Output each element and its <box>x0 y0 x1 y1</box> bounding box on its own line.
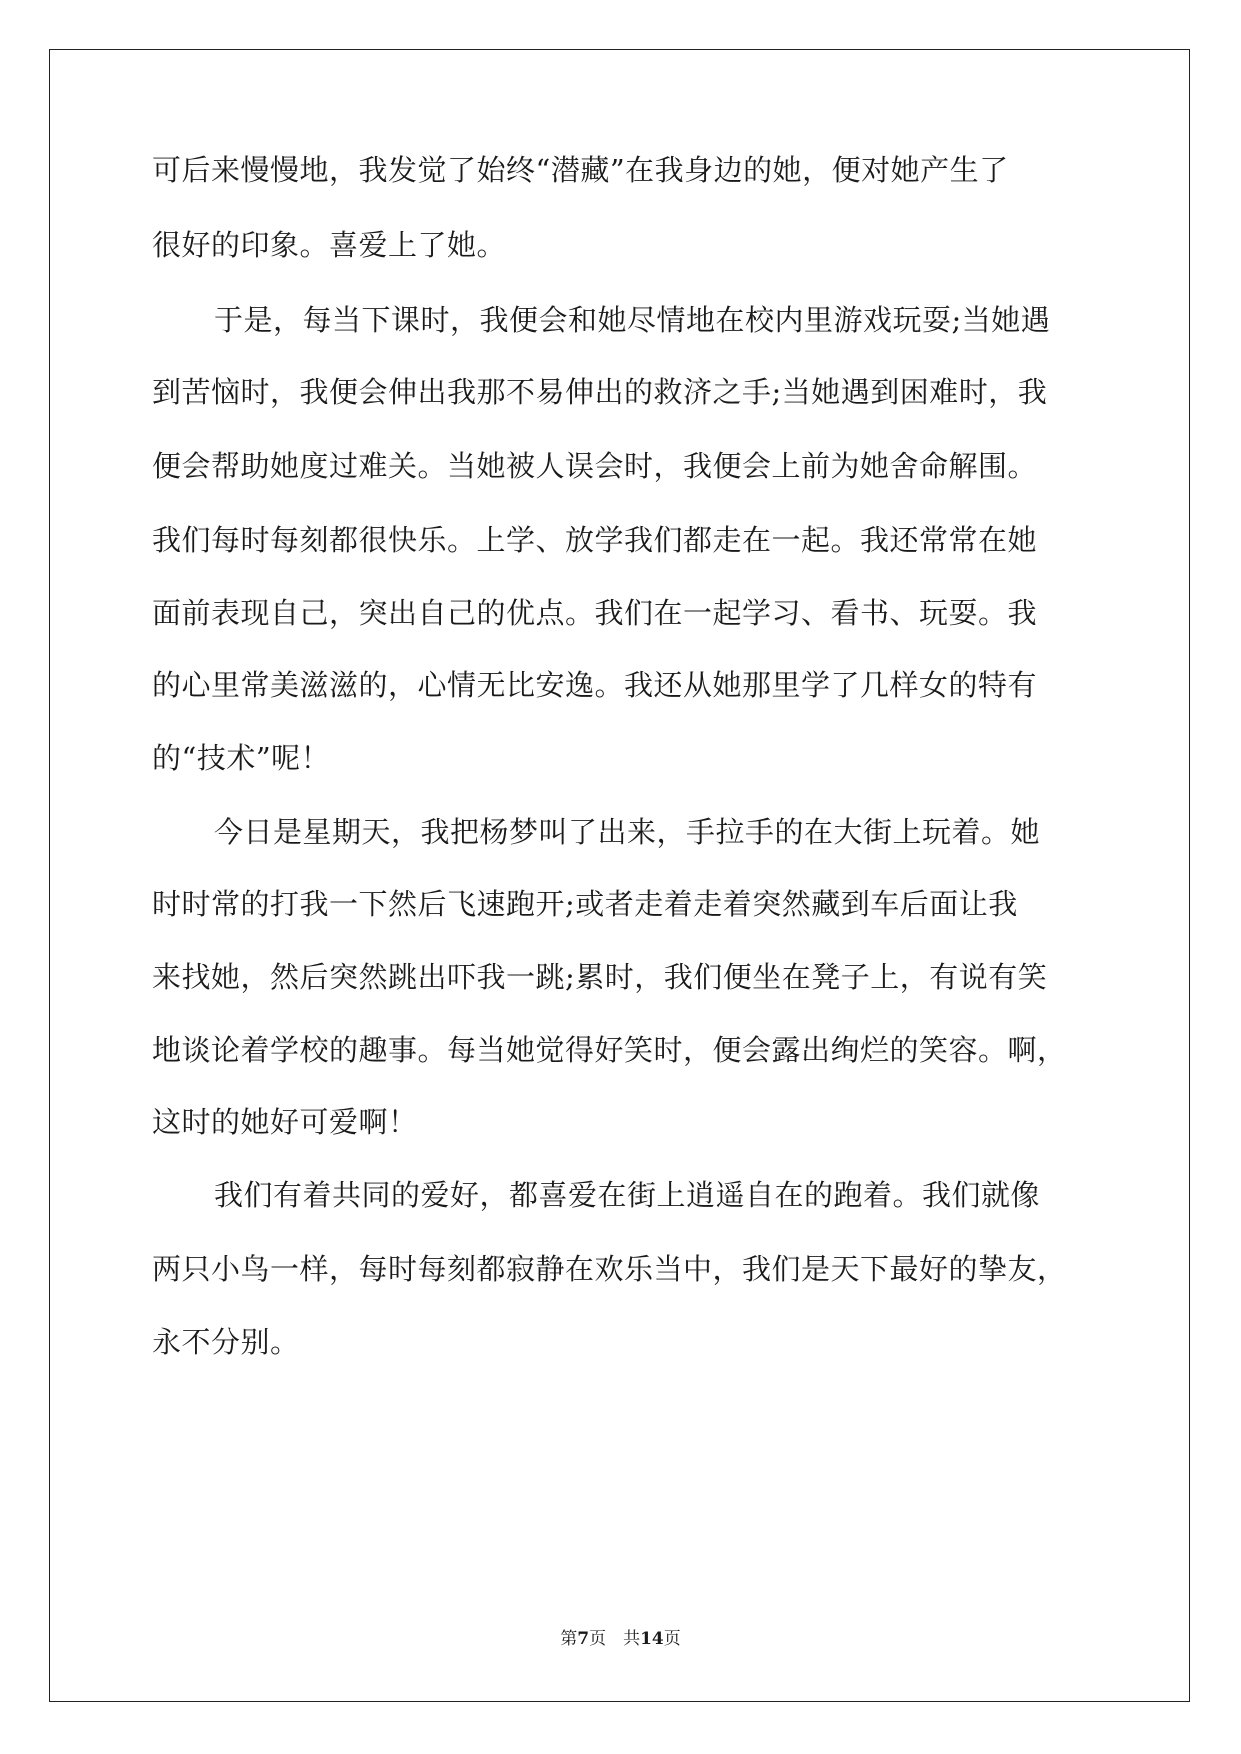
total-page-count: 14 <box>640 1629 664 1649</box>
page-border <box>49 49 1190 1702</box>
paragraph-first-line: 今日是星期天，我把杨梦叫了出来，手拉手的在大街上玩着。她 <box>214 815 1041 849</box>
text-line: 来找她，然后突然跳出吓我一跳;累时，我们便坐在凳子上，有说有笑 <box>152 960 1048 994</box>
text-line: 地谈论着学校的趣事。每当她觉得好笑时，便会露出绚烂的笑容。啊， <box>152 1033 1067 1067</box>
current-page-number: 7 <box>577 1629 590 1649</box>
text-line: 的“技术”呢！ <box>152 741 331 775</box>
text-line: 很好的印象。喜爱上了她。 <box>152 228 507 262</box>
text-line: 便会帮助她度过难关。当她被人误会时，我便会上前为她舍命解围。 <box>152 449 1038 483</box>
text-line: 时时常的打我一下然后飞速跑开;或者走着走着突然藏到车后面让我 <box>152 887 1018 921</box>
text-line: 面前表现自己，突出自己的优点。我们在一起学习、看书、玩耍。我 <box>152 596 1038 630</box>
text-line: 这时的她好可爱啊！ <box>152 1105 418 1139</box>
footer-prefix: 第 <box>560 1629 578 1649</box>
text-line: 我们每时每刻都很快乐。上学、放学我们都走在一起。我还常常在她 <box>152 523 1038 557</box>
text-line: 到苦恼时，我便会伸出我那不易伸出的救济之手;当她遇到困难时，我 <box>152 375 1048 409</box>
paragraph-first-line: 于是，每当下课时，我便会和她尽情地在校内里游戏玩耍;当她遇 <box>214 303 1051 337</box>
footer-separator: 页 共 <box>589 1629 641 1649</box>
text-line: 可后来慢慢地，我发觉了始终“潜藏”在我身边的她，便对她产生了 <box>152 153 1009 187</box>
text-line: 永不分别。 <box>152 1325 300 1359</box>
page-footer <box>0 1627 1241 1651</box>
text-line: 的心里常美滋滋的，心情无比安逸。我还从她那里学了几样女的特有 <box>152 668 1038 702</box>
paragraph-first-line: 我们有着共同的爱好，都喜爱在街上逍遥自在的跑着。我们就像 <box>214 1178 1041 1212</box>
text-line: 两只小鸟一样，每时每刻都寂静在欢乐当中，我们是天下最好的挚友， <box>152 1252 1067 1286</box>
footer-suffix: 页 <box>663 1629 681 1649</box>
